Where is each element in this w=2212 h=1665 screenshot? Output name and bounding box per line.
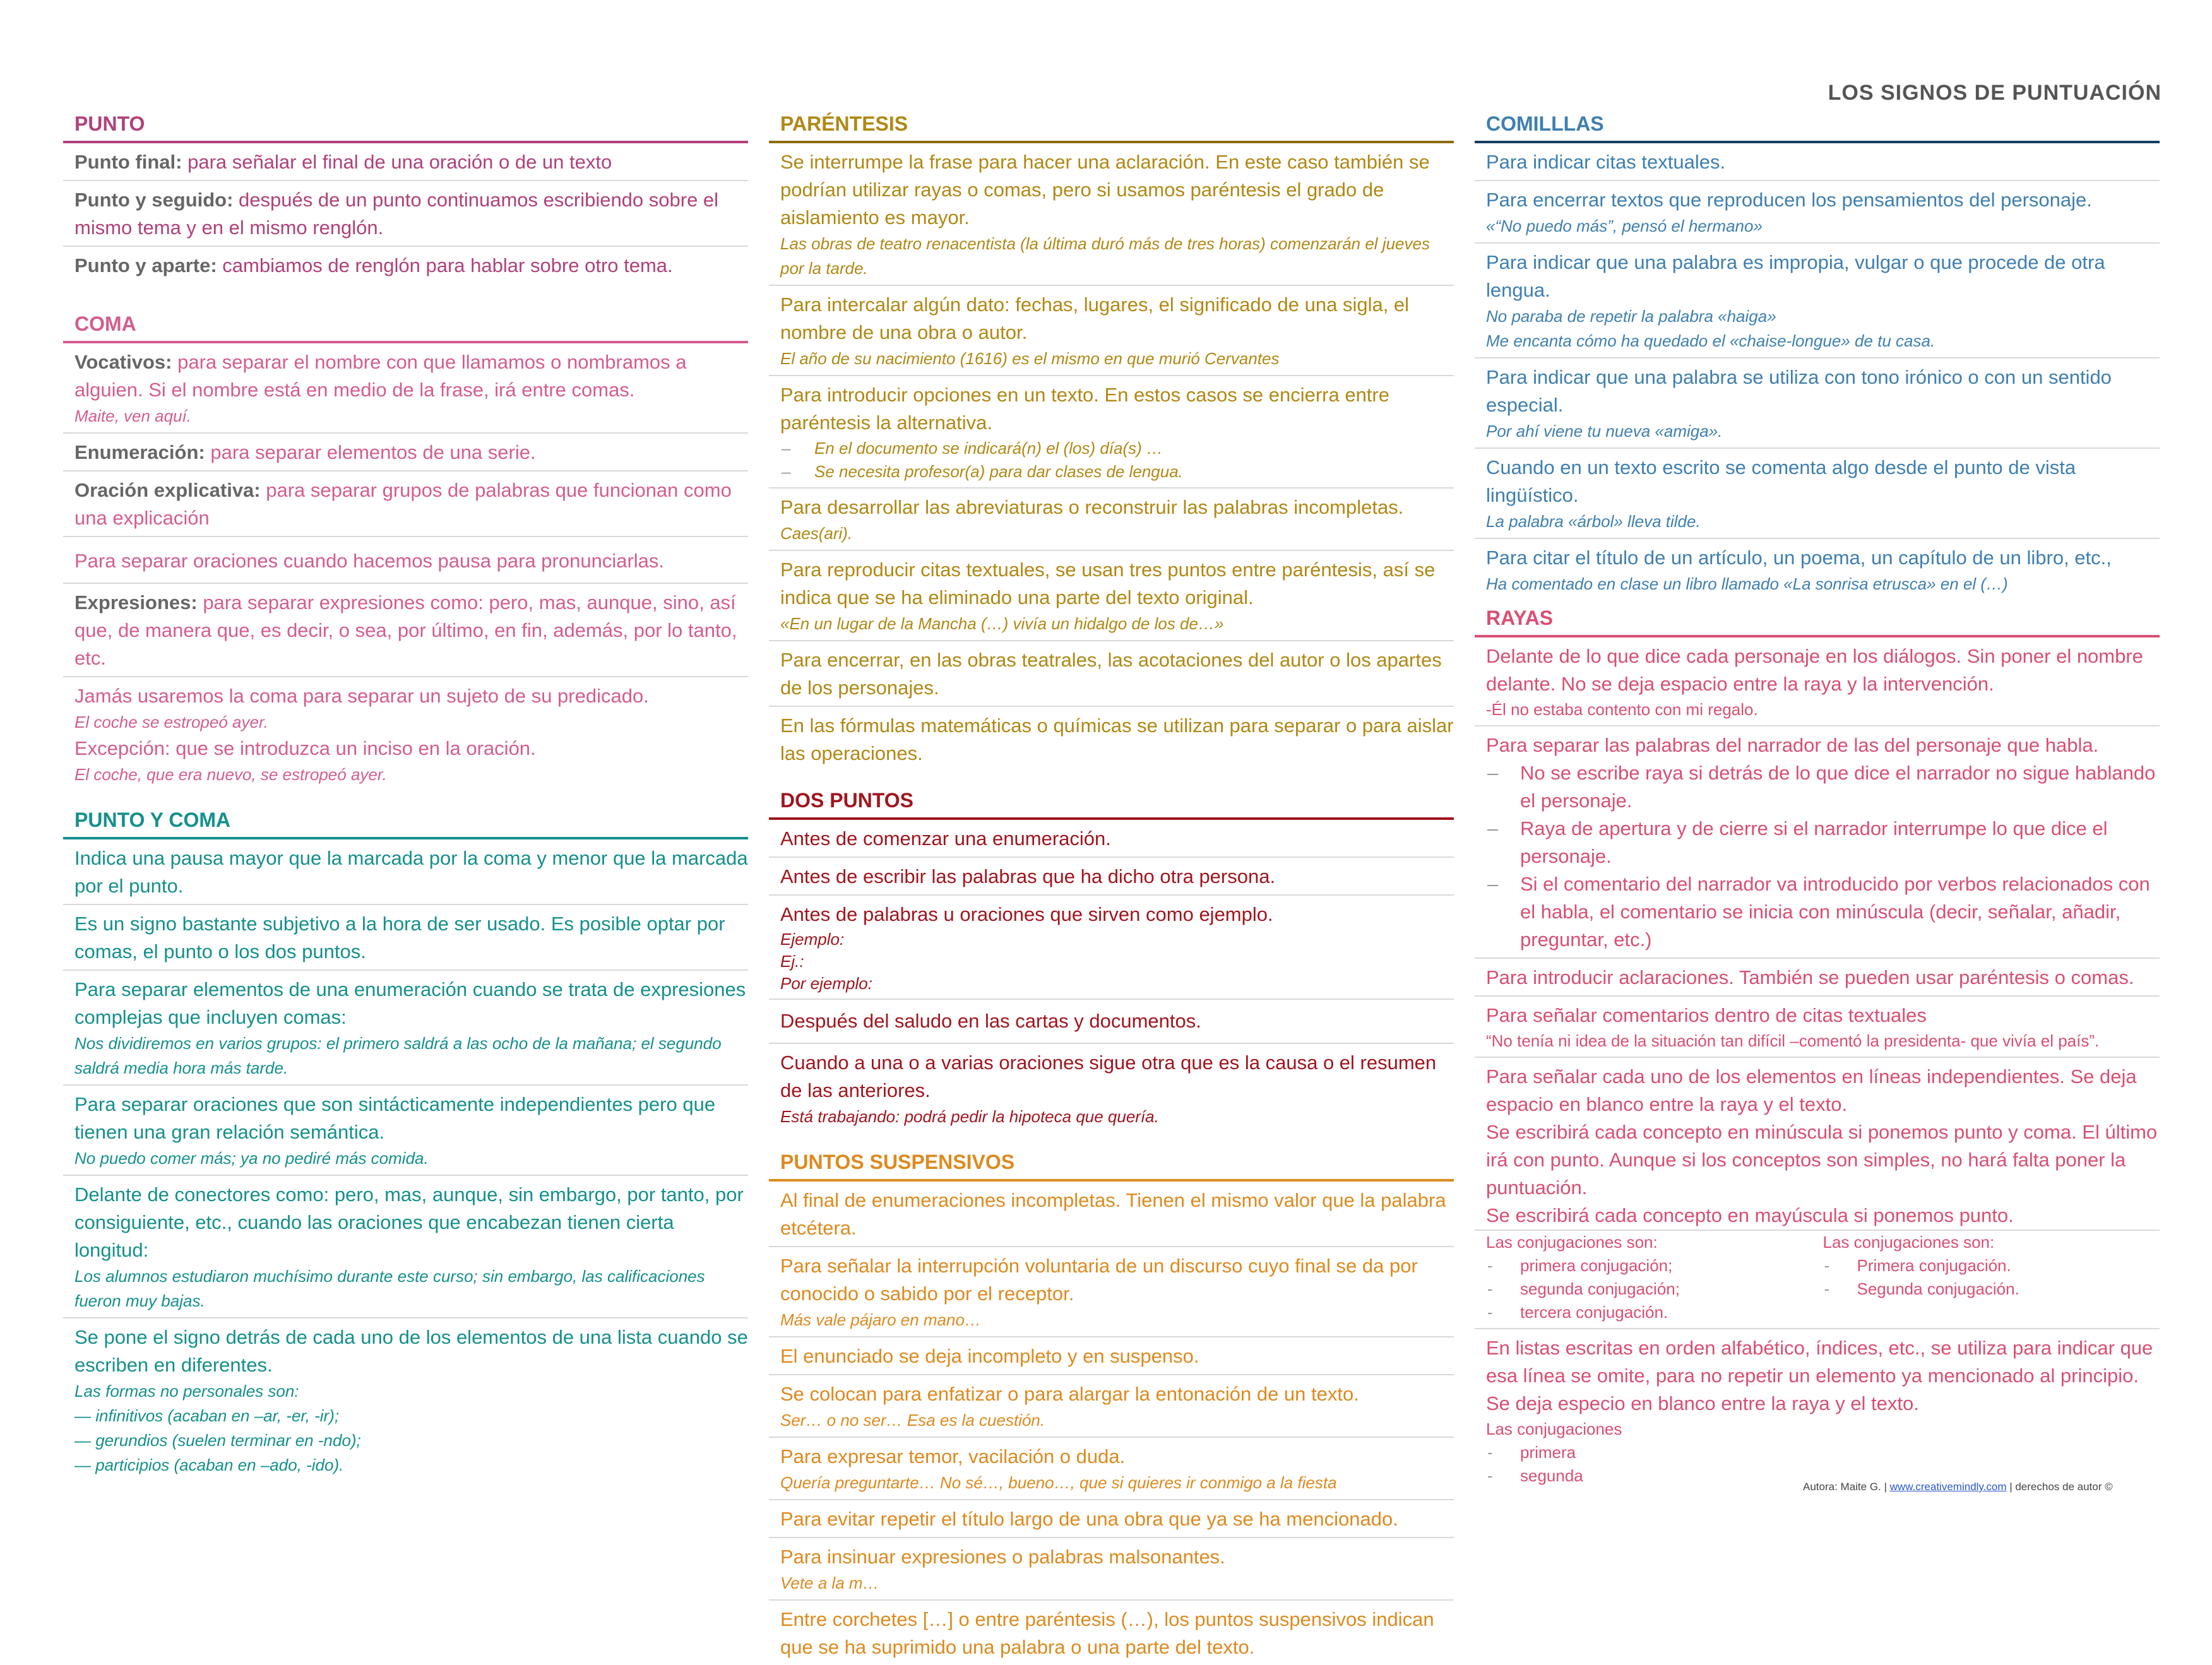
section-rayas [1475,607,2160,1491]
section-title: PARÉNTESIS [769,112,1454,143]
rule-text: Para señalar cada uno de los elementos en líneas independientes. Se deja espacio en blanco entre la raya y el texto. [1486,1065,2137,1115]
rule-example: Más vale pájaro en mano… [780,1310,981,1329]
dash-bullet: - [1824,1279,1830,1298]
rule-example: Maite, ven aquí. [74,406,191,425]
column-right [1475,112,2160,1491]
rule-text [74,439,748,466]
rule-text: Para insinuar expresiones o palabras malsonantes. [780,1546,1225,1568]
footer-author: Autora: Maite G. | [1803,1481,1890,1493]
rule-example: No puedo comer más; ya no pediré más comida. [74,1149,429,1168]
item-text: Primera conjugación. [1857,1256,2011,1275]
rule-example: Ser… o no ser… Esa es la cuestión. [780,1411,1045,1430]
rule-entry [63,181,748,247]
rule-entry [63,471,748,537]
rule-entry [63,584,748,677]
rule-entry [769,707,1454,771]
rule-text: Para señalar la interrupción voluntaria de un discurso cuyo final se da por conocido o sabido por el receptor. [780,1255,1418,1305]
rule-entry [769,1601,1454,1665]
dash-bullet: – [782,439,791,458]
rule-text: Cuando a una o a varias oraciones sigue otra que es la causa o el resumen de las anteriores. [780,1052,1437,1101]
rule-entry [63,1176,748,1318]
item-text: primera conjugación; [1520,1256,1673,1275]
section-title: PUNTOS SUSPENSIVOS [769,1151,1454,1182]
rule-entry [769,1182,1454,1247]
rule-example: «En un lugar de la Mancha (…) vivía un hidalgo de los de…» [780,614,1224,633]
section-title: DOS PUNTOS [769,789,1454,820]
dash-bullet: - [1487,1303,1493,1322]
rule-text: Para señalar comentarios dentro de citas textuales [1486,1004,1927,1026]
dash-bullet: - [1487,1466,1493,1485]
dash-bullet: – [1487,873,1499,895]
rule-entry [1475,997,2160,1058]
rule-text: Antes de escribir las palabras que ha dicho otra persona. [780,865,1276,887]
rule-example: El coche se estropeó ayer. [74,713,268,732]
rule-text: Para evitar repetir el título largo de una obra que ya se ha mencionado. [780,1508,1398,1530]
rule-entry [1475,181,2160,244]
section-title: RAYAS [1475,607,2160,637]
sub-rule-text: Raya de apertura y de cierre si el narrador interrumpe lo que dice el personaje. [1520,817,2108,867]
rule-label: Oración explicativa: [74,479,261,501]
rule-label: Punto final: [74,151,182,173]
rule-example: Caes(ari). [780,524,853,543]
rule-entry [63,839,748,905]
rule-example: La palabra «árbol» lleva tilde. [1486,512,1701,531]
example-text: En el documento se indicará(n) el (los) día(s) … [814,439,1163,458]
rule-text: Para separar oraciones que son sintácticamente independientes pero que tienen una gran relación semántica. [74,1093,716,1143]
section-title: COMA [63,312,748,343]
rule-entry [63,247,748,283]
rule-text: En las fórmulas matemáticas o químicas se utilizan para separar o para aislar las operaciones. [780,714,1454,764]
rule-example: -Él no estaba contento con mi regalo. [1486,700,1758,719]
rule-text: Es un signo bastante subjetivo a la hora de ser usado. Es posible optar por comas, el punto o los dos puntos. [74,913,725,963]
rule-entry [769,489,1454,551]
rule-text: Para intercalar algún dato: fechas, lugares, el significado de una sigla, el nombre de una obra o autor. [780,293,1410,343]
rule-text [74,252,748,280]
rule-entry [769,1044,1454,1133]
rule-description: para separar expresiones como: pero, mas, aunque, sino, así que, de manera que, es decir, o sea, por último, en fin, además, por lo tanto, etc. [74,591,737,669]
rule-text: Delante de lo que dice cada personaje en los diálogos. Sin poner el nombre delante. No se deja espacio entre la raya y la intervención. [1486,645,2143,695]
rule-entry [1475,959,2160,997]
rule-entry [1475,726,2160,959]
item-text: Segunda conjugación. [1857,1279,2019,1298]
rule-text: Se escribirá cada concepto en mayúscula si ponemos punto. [1486,1204,2014,1226]
rule-description: para separar elementos de una serie. [205,441,536,463]
rule-example: Quería preguntarte… No sé…, bueno…, que si quieres ir conmigo a la fiesta [780,1473,1337,1492]
rule-entry [1475,539,2160,600]
example-text: Se necesita profesor(a) para dar clases de lengua. [814,462,1183,481]
rule-text: Se interrumpe la frase para hacer una aclaración. En este caso también se podrían utilizar rayas o comas, pero si usamos paréntesis el grado de aislamiento es mayor. [780,151,1430,228]
section-comillas [1475,112,2160,600]
rule-label: Expresiones: [74,591,198,613]
rule-entry [769,1375,1454,1438]
rule-entry [1475,449,2160,539]
rule-entry [1475,143,2160,181]
example-list-item [1486,1254,1823,1277]
sub-rule [1486,759,2160,815]
rule-text: Para separar oraciones cuando hacemos pausa para pronunciarlas. [74,550,665,572]
rule-description: para separar grupos de palabras que funcionan como una explicación [74,479,732,529]
rule-text: Antes de palabras u oraciones que sirven como ejemplo. [780,903,1273,925]
rule-entry [1475,1058,2160,1329]
rule-entry [63,343,748,434]
rule-text: Cuando en un texto escrito se comenta algo desde el punto de vista lingüístico. [1486,456,2076,506]
rule-text [74,148,748,176]
rule-text: Antes de comenzar una enumeración. [780,827,1111,850]
rule-text: Se pone el signo detrás de cada uno de los elementos de una lista cuando se escriben en diferentes. [74,1326,748,1376]
rule-example: Las obras de teatro renacentista (la última duró más de tres horas) comenzarán el jueves por la tarde. [780,234,1430,278]
sub-rule [1486,870,2160,954]
rule-example: “No tenía ni idea de la situación tan difícil –comentó la presidenta- que vivía el país”. [1486,1031,2100,1050]
item-text: tercera conjugación. [1520,1303,1668,1322]
rule-entry [63,905,748,971]
rule-text: Para desarrollar las abreviaturas o reconstruir las palabras incompletas. [780,496,1404,518]
rule-label: Punto y aparte: [74,254,217,276]
example-list-lowercase [1486,1231,1823,1324]
rule-text [74,477,748,532]
sub-rule [1486,815,2160,870]
rule-label: Punto y seguido: [74,189,234,211]
rule-entry [769,896,1454,1000]
rule-label: Enumeración: [74,441,205,463]
example-list-item [1823,1254,2160,1277]
rule-entry [769,1538,1454,1601]
rule-entry [769,1438,1454,1500]
rule-entry [769,1500,1454,1538]
rule-text: Delante de conectores como: pero, mas, aunque, sin embargo, por tanto, por consiguiente, etc., cuando las oraciones que encabezan tienen cierta longitud: [74,1183,744,1261]
rule-entry [1475,244,2160,358]
dash-bullet: - [1824,1256,1830,1275]
footer-link[interactable]: www.creativemindly.com [1889,1481,2007,1493]
column-left [63,112,748,1481]
page-title: LOS SIGNOS DE PUNTUACIÓN [1828,81,2161,105]
rule-text: El enunciado se deja incompleto y en suspenso. [780,1345,1199,1367]
rule-text: Se colocan para enfatizar o para alargar la entonación de un texto. [780,1383,1359,1405]
rule-example [780,437,1454,460]
sub-rule-text: No se escribe raya si detrás de lo que dice el narrador no sigue hablando el personaje. [1520,762,2156,812]
rule-example: Ej.: [780,952,804,971]
rule-entry [1475,358,2160,449]
footer-credit [1803,1481,2113,1493]
rule-entry [63,1086,748,1176]
section-title: PUNTO [63,112,748,143]
rule-entry [769,858,1454,896]
column-middle [769,112,1454,1665]
rule-entry [769,1247,1454,1337]
rule-entry [63,971,748,1086]
rule-entry [1475,637,2160,726]
rule-entry [769,286,1454,376]
rule-example: Está trabajando: podrá pedir la hipoteca que quería. [780,1107,1159,1126]
rule-example: Los alumnos estudiaron muchísimo durante este curso; sin embargo, las calificaciones fueron muy bajas. [74,1267,705,1310]
rule-text: Para separar elementos de una enumeración cuando se trata de expresiones complejas que incluyen comas: [74,978,746,1028]
rule-entry [63,434,748,471]
sub-rule-text: Si el comentario del narrador va introducido por verbos relacionados con el habla, el comentario se inicia con minúscula (decir, señalar, añadir, preguntar, etc.) [1520,873,2150,951]
example-list-item [1486,1441,2160,1464]
section-title: PUNTO Y COMA [63,809,748,839]
example-list-uppercase [1823,1231,2160,1324]
example-list-head: Las conjugaciones son: [1486,1233,1658,1252]
rule-text [74,186,748,242]
rule-text: Para expresar temor, vacilación o duda. [780,1445,1126,1467]
rule-example: Nos dividiremos en varios grupos: el primero saldrá a las ocho de la mañana; el segundo saldrá media hora más tarde. [74,1034,722,1077]
rule-example: Ha comentado en clase un libro llamado «La sonrisa etrusca» en el (…) [1486,574,2008,593]
rule-text: Entre corchetes […] o entre paréntesis (…), los puntos suspensivos indican que se ha suprimido una palabra o una parte del texto. [780,1608,1434,1658]
dash-bullet: – [1487,762,1499,784]
rule-text: Para encerrar, en las obras teatrales, las acotaciones del autor o los apartes de los personajes. [780,649,1442,699]
rule-text: Al final de enumeraciones incompletas. Tienen el mismo valor que la palabra etcétera. [780,1189,1446,1239]
rule-text: Indica una pausa mayor que la marcada por la coma y menor que la marcada por el punto. [74,847,748,897]
rule-text: Se escribirá cada concepto en minúscula si ponemos punto y coma. El último irá con punto. Aunque si los conceptos son simples, no hará falta poner la puntuación. [1486,1121,2158,1199]
rule-example [780,460,1454,483]
rule-text: Para citar el título de un artículo, un poema, un capítulo de un libro, etc., [1486,547,2112,569]
example-list-head: Las conjugaciones son: [1823,1233,1995,1252]
rule-description: después de un punto continuamos escribiendo sobre el mismo tema y en el mismo renglón. [74,189,719,239]
rule-entry [769,376,1454,489]
rule-entry [63,1318,748,1481]
rule-text: Después del saludo en las cartas y documentos. [780,1010,1201,1032]
section-punto-y-coma [63,809,748,1481]
rule-example: El coche, que era nuevo, se estropeó ayer. [74,765,387,784]
rule-example: Por ejemplo: [780,974,872,993]
rule-text: Para introducir aclaraciones. También se pueden usar paréntesis o comas. [1486,966,2134,988]
dash-bullet: - [1487,1279,1493,1298]
rule-example: Ejemplo: [780,930,845,949]
example-list-item [1486,1301,1823,1324]
rule-entry [769,143,1454,286]
rule-description: para señalar el final de una oración o de un texto [182,151,612,173]
example-list-item [1486,1277,1823,1301]
rule-example: Vete a la m… [780,1573,879,1592]
example-list-item [1823,1277,2160,1301]
rule-text: Para introducir opciones en un texto. En estos casos se encierra entre paréntesis la alternativa. [780,384,1389,434]
dash-bullet: – [1487,817,1499,839]
rule-label: Vocativos: [74,351,172,373]
section-parentesis [769,112,1454,771]
rule-text [74,348,748,404]
rule-entry [63,537,748,584]
rule-entry [769,1337,1454,1375]
section-puntos-suspensivos [769,1151,1454,1665]
item-text: segunda conjugación; [1520,1279,1680,1298]
rule-entry [769,1000,1454,1044]
item-text: primera [1520,1443,1576,1462]
rule-text: Para reproducir citas textuales, se usan tres puntos entre paréntesis, así se indica que se ha eliminado una parte del texto original. [780,559,1436,608]
footer-copyright: | derechos de autor © [2006,1481,2113,1493]
rule-example: — participios (acaban en –ado, -ido). [74,1455,344,1474]
example-lists [1475,1229,2160,1324]
rule-example: No paraba de repetir la palabra «haiga» [1486,307,1776,326]
section-title: COMILLLAS [1475,112,2160,143]
dash-bullet: - [1487,1256,1493,1275]
rule-text: Para indicar citas textuales. [1486,151,1726,173]
rule-example: Las conjugaciones [1486,1419,1622,1438]
section-coma [63,312,748,791]
rule-entry [769,641,1454,707]
rule-example: Por ahí viene tu nueva «amiga». [1486,422,1723,441]
rule-entry [769,551,1454,641]
rule-description: para separar el nombre con que llamamos o nombramos a alguien. Si el nombre está en medio de la frase, irá entre comas. [74,351,687,401]
rule-description: cambiamos de renglón para hablar sobre otro tema. [217,254,673,276]
dash-bullet: - [1487,1443,1493,1462]
rule-text: Para encerrar textos que reproducen los pensamientos del personaje. [1486,189,2092,211]
rule-entry [63,677,748,791]
rule-example: Las formas no personales son: [74,1382,299,1401]
rule-text: Para indicar que una palabra es impropia, vulgar o que procede de otra lengua. [1486,251,2105,301]
rule-example: — infinitivos (acaban en –ar, -er, -ir); [74,1406,340,1425]
rule-text: Excepción: que se introduzca un inciso en la oración. [74,737,536,759]
rule-entry [63,143,748,181]
rule-example: Me encanta cómo ha quedado el «chaise-longue» de tu casa. [1486,331,1936,350]
rule-text: Jamás usaremos la coma para separar un sujeto de su predicado. [74,685,649,707]
rule-example: — gerundios (suelen terminar en -ndo); [74,1431,361,1450]
section-dos-puntos [769,789,1454,1133]
rule-text: En listas escritas en orden alfabético, índices, etc., se utiliza para indicar que esa línea se omite, para no repetir un elemento ya mencionado al principio. Se deja especio en blanco entre la raya y el texto. [1486,1337,2153,1414]
rule-text: Para separar las palabras del narrador de las del personaje que habla. [1486,734,2099,756]
item-text: segunda [1520,1466,1583,1485]
rule-example: «“No puedo más”, pensó el hermano» [1486,216,1763,235]
rule-example: El año de su nacimiento (1616) es el mismo en que murió Cervantes [780,349,1280,368]
rule-text: Para indicar que una palabra se utiliza con tono irónico o con un sentido especial. [1486,366,2112,416]
rule-text [74,589,748,672]
dash-bullet: – [782,462,791,481]
rule-entry [769,820,1454,858]
rule-entry [1475,1329,2160,1491]
section-punto [63,112,748,283]
